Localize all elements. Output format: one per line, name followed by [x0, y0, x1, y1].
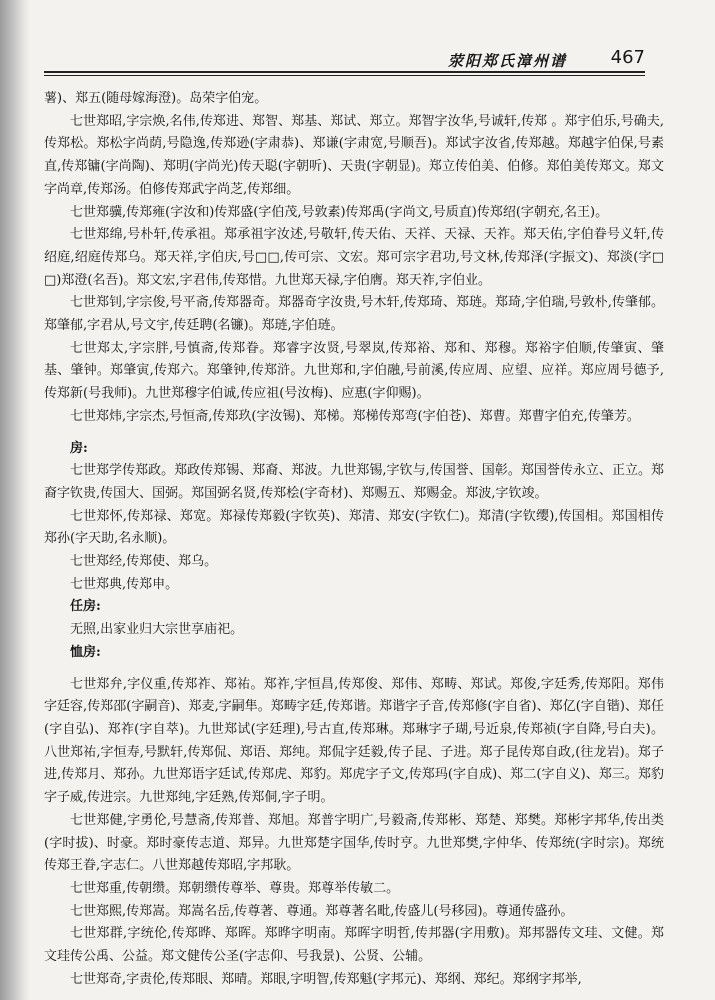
- section-heading: 房:: [70, 440, 88, 456]
- paragraph: 无照,出家业归大宗世享庙祀。: [70, 622, 244, 638]
- header-rule-thick: [44, 71, 645, 73]
- section-heading: 任房:: [70, 599, 101, 615]
- paragraph: 七世郑学传郑政。郑政传郑锡、郑裔、郑波。九世郑锡,字钦与,传国誉、国彰。郑国誉传永立、正立。郑裔字钦贵,传国大、国弼。郑国弼名贤,传郑桧(字奇材)、郑赐五、郑赐金。郑波,字钦竣。: [44, 463, 664, 501]
- running-title: 荥阳郑氏漳州谱: [447, 52, 567, 70]
- paragraph: 七世郑太,字宗胖,号慎斋,传郑眷。郑睿字汝贤,号翠岚,传郑裕、郑和、郑穆。郑裕字伯顺,传肇寅、肇基、肇钟。郑肇寅,传郑六。郑肇钟,传郑浒。九世郑和,字伯融,号前溪,传应周、应望、应祥。郑应周号德予,传郑新(号我师)。九世郑穆字伯诚,传应祖(号汝梅)、应惠(字仰赐)。: [44, 340, 664, 402]
- paragraph: 七世郑昭,字宗焕,名伟,传郑进、郑智、郑基、郑试、郑立。郑智字汝华,号诚轩,传郑 。郑宇伯乐,号确夫,传郑松。郑松字尚荫,号隐逸,传郑逊(字肃恭)、郑谦(字肃宽,号顺吾)。郑试字汝省,传郑越。郑越字伯保,号素直,传郑镛(字尚陶)、郑明(字尚光)传天聪(字朝听)、天贵(字朝显)。郑立传伯美、伯修。郑伯美传郑文。郑文字尚章,传郑汤。伯修传郑武字尚芝,传郑细。: [44, 113, 664, 197]
- genealogy-body-text: [44, 88, 664, 991]
- paragraph: 七世郑熙,传郑嵩。郑嵩名岳,传尊著、尊通。郑尊著名毗,传盛儿(号移园)。尊通传盛孙。: [70, 903, 574, 919]
- scan-shadow-edge: [0, 0, 30, 1000]
- section-heading: 恤房:: [70, 644, 101, 660]
- paragraph: 七世郑弁,字仪重,传郑祚、郑祐。郑祚,字恒昌,传郑俊、郑伟、郑畴、郑试。郑俊,字廷秀,传郑阳。郑伟字廷容,传郑邵(字嗣音)、郑麦,字嗣隼。郑畴字廷,传郑谐。郑谐字子音,传郑修(字自省)、郑亿(字自锴)、郑任(字自弘)、郑祚(字自萃)。九世郑试(字廷理),号古直,传郑琳。郑琳字子瑚,号近泉,传郑祯(字自降,号白夫)。八世郑祐,字恒寿,号默轩,传郑侃、郑语、郑纯。郑侃字廷毅,传子昆、子进。郑子昆传郑自政,(往龙岩)。郑子进,传郑月、郑孙。九世郑语字廷试,传郑虎、郑豹。郑虎字子文,传郑玛(字自成)、郑二(字自义)、郑三。郑豹字子威,传进宗。九世郑纯,字廷熟,传郑侗,字子明。: [44, 676, 664, 806]
- paragraph: 七世郑健,字勇伦,号慧斋,传郑普、郑旭。郑普字明广,号毅斋,传郑彬、郑楚、郑樊。郑彬字邦华,传出类(字时拔)、时豪。郑时豪传志道、郑异。九世郑楚字国华,传时亨。九世郑樊,字仲华、传郑统(字时宗)。郑统传郑王眷,字志仁。八世郑越传郑昭,字邦耿。: [44, 812, 664, 874]
- paragraph: 七世郑钊,字宗俊,号平斋,传郑器奇。郑器奇字汝贵,号木轩,传郑琦、郑琏。郑琦,字伯瑞,号敦朴,传肇郁。郑肇郁,字君从,号文宇,传廷聘(名镰)。郑琏,字伯琏。: [44, 295, 664, 334]
- paragraph: 七世郑骥,传郑雍(字汝和)传郑盛(字伯茂,号敦素)传郑禹(字尚文,号质直)传郑绍(字朝充,名王)。: [70, 204, 609, 220]
- page-number: 467: [610, 47, 645, 68]
- paragraph: 薯)、郑五(随母嫁海澄)。岛荣字伯宠。: [44, 91, 268, 106]
- paragraph: 七世郑重,传朝缵。郑朝缵传尊举、尊贵。郑尊举传敏二。: [70, 880, 400, 896]
- paragraph: 七世郑群,字统伦,传郑晔、郑晖。郑晔字明南。郑晖字明哲,传邦器(字用敷)。郑邦器传文珪、文健。郑文珪传公禹、公益。郑文健传公圣(字志仰、号我景)、公贤、公辅。: [44, 926, 664, 965]
- paragraph: 七世郑绵,号朴轩,传承祖。郑承祖字汝述,号敬轩,传天佑、天祥、天禄、天祚。郑天佑,字伯眷号义轩,传绍庭,绍庭传郑乌。郑天祥,字伯庆,号□□,传可宗、文宏。郑可宗字君功,号文林,传郑泽(字振文)、郑淡(字□□)郑澄(名吾)。郑文宏,字君伟,传郑惜。九世郑天禄,字伯膺。郑天祚,字伯业。: [44, 227, 664, 288]
- paragraph: 七世郑典,传郑申。: [70, 576, 179, 592]
- page-header: [44, 46, 645, 72]
- paragraph: 七世郑怀,传郑禄、郑宽。郑禄传郑毅(字钦英)、郑清、郑安(字钦仁)。郑清(字钦缨),传国相。郑国相传郑孙(字天助,名永顺)。: [44, 508, 664, 547]
- header-rule-thin: [44, 75, 645, 76]
- paragraph: 七世郑奇,字责伦,传郑眼、郑晴。郑眼,字明智,传郑魁(字邦元)、郑纲、郑纪。郑纲字邦举,: [70, 971, 582, 987]
- paragraph: 七世郑炜,字宗杰,号恒斋,传郑玖(字汝锡)、郑梯。郑梯传郑弯(字伯苍)、郑曹。郑曹字伯充,传肇芳。: [70, 408, 640, 424]
- paragraph: 七世郑经,传郑使、郑乌。: [70, 554, 218, 570]
